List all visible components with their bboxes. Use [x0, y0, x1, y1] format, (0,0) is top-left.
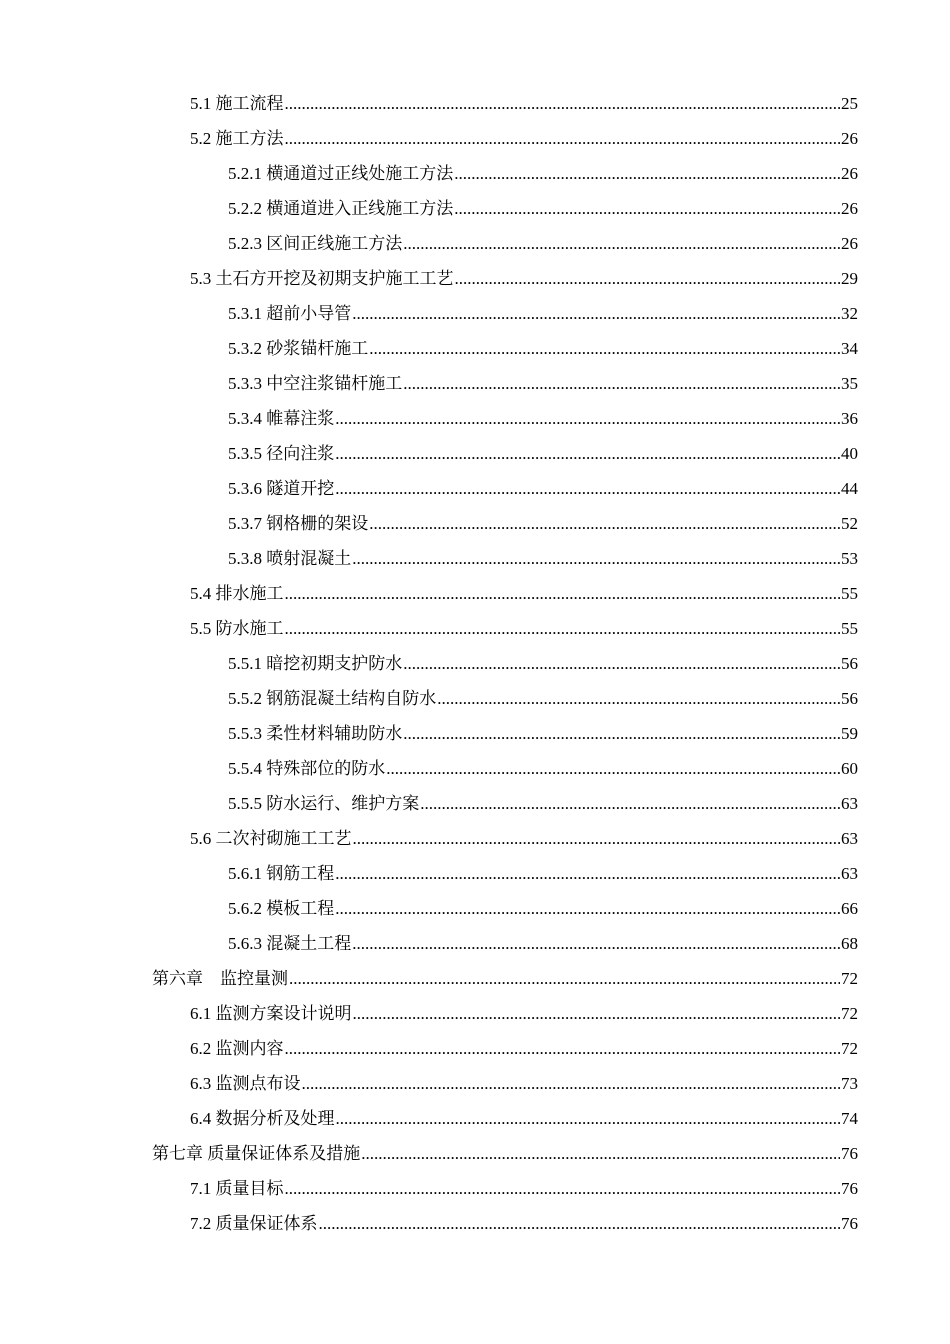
toc-entry[interactable] [190, 1101, 858, 1136]
toc-entry-title: 5.2.2 横通道进入正线施工方法 [228, 199, 454, 218]
toc-entry-title: 5.1 施工流程 [190, 94, 284, 113]
toc-page-number: 76 [841, 1144, 858, 1163]
toc-entry[interactable] [190, 611, 858, 646]
toc-page-number: 25 [841, 94, 858, 113]
toc-dot-leader [335, 856, 840, 891]
toc-entry[interactable] [228, 401, 858, 436]
toc-page-number: 63 [841, 864, 858, 883]
toc-entry-title: 5.5.3 柔性材料辅助防水 [228, 724, 403, 743]
toc-page-number: 34 [841, 339, 858, 358]
toc-dot-leader [352, 541, 840, 576]
toc-dot-leader [335, 401, 840, 436]
toc-entry[interactable] [228, 681, 858, 716]
toc-page-number: 76 [841, 1179, 858, 1198]
toc-page-number: 74 [841, 1109, 858, 1128]
toc-entry[interactable] [152, 961, 858, 996]
toc-page-number: 72 [841, 1004, 858, 1023]
toc-entry-title: 7.1 质量目标 [190, 1179, 284, 1198]
toc-entry-title: 5.6 二次衬砌施工工艺 [190, 829, 352, 848]
toc-entry[interactable] [228, 541, 858, 576]
toc-entry-title: 5.5.5 防水运行、维护方案 [228, 794, 420, 813]
toc-dot-leader [403, 226, 840, 261]
toc-entry[interactable] [228, 891, 858, 926]
toc-entry-title: 7.2 质量保证体系 [190, 1214, 318, 1233]
toc-dot-leader [420, 786, 840, 821]
toc-entry[interactable] [228, 471, 858, 506]
toc-page-number: 32 [841, 304, 858, 323]
toc-entry-title: 5.5.2 钢筋混凝土结构自防水 [228, 689, 437, 708]
toc-page-number: 36 [841, 409, 858, 428]
toc-entry[interactable] [228, 856, 858, 891]
toc-dot-leader [352, 296, 840, 331]
toc-page-number: 72 [841, 969, 858, 988]
toc-entry-title: 5.3.7 钢格栅的架设 [228, 514, 369, 533]
toc-dot-leader [285, 1031, 841, 1066]
toc-entry-title: 6.1 监测方案设计说明 [190, 1004, 352, 1023]
toc-page-number: 68 [841, 934, 858, 953]
toc-entry[interactable] [190, 1206, 858, 1241]
toc-dot-leader [289, 961, 840, 996]
toc-page-number: 63 [841, 829, 858, 848]
toc-dot-leader [386, 751, 840, 786]
toc-page-number: 72 [841, 1039, 858, 1058]
toc-entry-title: 5.2.1 横通道过正线处施工方法 [228, 164, 454, 183]
toc-page-number: 60 [841, 759, 858, 778]
toc-page-number: 73 [841, 1074, 858, 1093]
toc-entry[interactable] [190, 261, 858, 296]
toc-entry-title: 第七章 质量保证体系及措施 [152, 1144, 361, 1163]
toc-dot-leader [403, 366, 840, 401]
toc-page-number: 76 [841, 1214, 858, 1233]
toc-entry-title: 5.2.3 区间正线施工方法 [228, 234, 403, 253]
toc-entry-title: 6.2 监测内容 [190, 1039, 284, 1058]
toc-entry[interactable] [228, 331, 858, 366]
toc-dot-leader [454, 191, 840, 226]
toc-page-number: 55 [841, 584, 858, 603]
toc-entry-title: 5.6.3 混凝土工程 [228, 934, 352, 953]
toc-entry[interactable] [228, 751, 858, 786]
toc-dot-leader [353, 996, 841, 1031]
toc-entry-title: 5.6.1 钢筋工程 [228, 864, 335, 883]
toc-page-number: 26 [841, 234, 858, 253]
toc-dot-leader [336, 1101, 841, 1136]
toc-entry-title: 5.3.3 中空注浆锚杆施工 [228, 374, 403, 393]
toc-entry-title: 第六章 监控量测 [152, 969, 288, 988]
toc-dot-leader [403, 716, 840, 751]
toc-entry[interactable] [152, 1136, 858, 1171]
toc-entry-title: 5.3.4 帷幕注浆 [228, 409, 335, 428]
toc-dot-leader [369, 331, 840, 366]
toc-entry[interactable] [228, 786, 858, 821]
toc-entry[interactable] [228, 716, 858, 751]
toc-entry-title: 5.3.1 超前小导管 [228, 304, 352, 323]
toc-dot-leader [352, 926, 840, 961]
toc-page-number: 55 [841, 619, 858, 638]
toc-dot-leader [369, 506, 840, 541]
toc-dot-leader [353, 821, 841, 856]
toc-page-number: 59 [841, 724, 858, 743]
toc-page-number: 44 [841, 479, 858, 498]
toc-entry-title: 5.5.1 暗挖初期支护防水 [228, 654, 403, 673]
toc-dot-leader [285, 576, 841, 611]
toc-entry-title: 5.3.6 隧道开挖 [228, 479, 335, 498]
toc-entry[interactable] [190, 996, 858, 1031]
toc-page-number: 26 [841, 164, 858, 183]
toc-dot-leader [285, 121, 841, 156]
toc-page-number: 26 [841, 199, 858, 218]
toc-page-number: 52 [841, 514, 858, 533]
toc-page-number: 26 [841, 129, 858, 148]
toc-entry[interactable] [228, 296, 858, 331]
toc-entry[interactable] [190, 121, 858, 156]
toc-dot-leader [454, 156, 840, 191]
toc-entry-title: 6.3 监测点布设 [190, 1074, 301, 1093]
toc-entry-title: 5.3.8 喷射混凝土 [228, 549, 352, 568]
toc-entry-title: 5.5.4 特殊部位的防水 [228, 759, 386, 778]
toc-entry-title: 5.3.2 砂浆锚杆施工 [228, 339, 369, 358]
toc-dot-leader [335, 471, 840, 506]
toc-entry[interactable] [190, 821, 858, 856]
toc-entry[interactable] [228, 926, 858, 961]
toc-page-number: 29 [841, 269, 858, 288]
toc-entry[interactable] [190, 1066, 858, 1101]
toc-entry[interactable] [228, 436, 858, 471]
toc-entry[interactable] [190, 1171, 858, 1206]
toc-page-number: 56 [841, 689, 858, 708]
toc-dot-leader [285, 1171, 841, 1206]
toc-entry[interactable] [228, 646, 858, 681]
toc-entry-title: 5.4 排水施工 [190, 584, 284, 603]
toc-dot-leader [335, 436, 840, 471]
toc-entry[interactable] [228, 366, 858, 401]
toc-dot-leader [285, 611, 841, 646]
toc-entry-title: 5.2 施工方法 [190, 129, 284, 148]
toc-dot-leader [437, 681, 840, 716]
toc-dot-leader [335, 891, 840, 926]
toc-entry[interactable] [228, 191, 858, 226]
toc-entry[interactable] [190, 1031, 858, 1066]
toc-page-number: 66 [841, 899, 858, 918]
toc-entry[interactable] [190, 86, 858, 121]
toc-dot-leader [455, 261, 841, 296]
toc-dot-leader [302, 1066, 841, 1101]
toc-dot-leader [285, 86, 841, 121]
toc-dot-leader [319, 1206, 841, 1241]
toc-entry[interactable] [228, 156, 858, 191]
toc-page-number: 53 [841, 549, 858, 568]
toc-page-number: 35 [841, 374, 858, 393]
toc-entry[interactable] [228, 226, 858, 261]
toc-entry-title: 5.6.2 模板工程 [228, 899, 335, 918]
toc-entry-title: 5.5 防水施工 [190, 619, 284, 638]
toc-page-number: 63 [841, 794, 858, 813]
toc-entry-title: 5.3 土石方开挖及初期支护施工工艺 [190, 269, 454, 288]
toc-dot-leader [403, 646, 840, 681]
toc-page-number: 56 [841, 654, 858, 673]
toc-entry[interactable] [190, 576, 858, 611]
toc-entry-title: 5.3.5 径向注浆 [228, 444, 335, 463]
toc-entry-title: 6.4 数据分析及处理 [190, 1109, 335, 1128]
toc-page-number: 40 [841, 444, 858, 463]
toc-entry[interactable] [228, 506, 858, 541]
toc-dot-leader [361, 1136, 840, 1171]
